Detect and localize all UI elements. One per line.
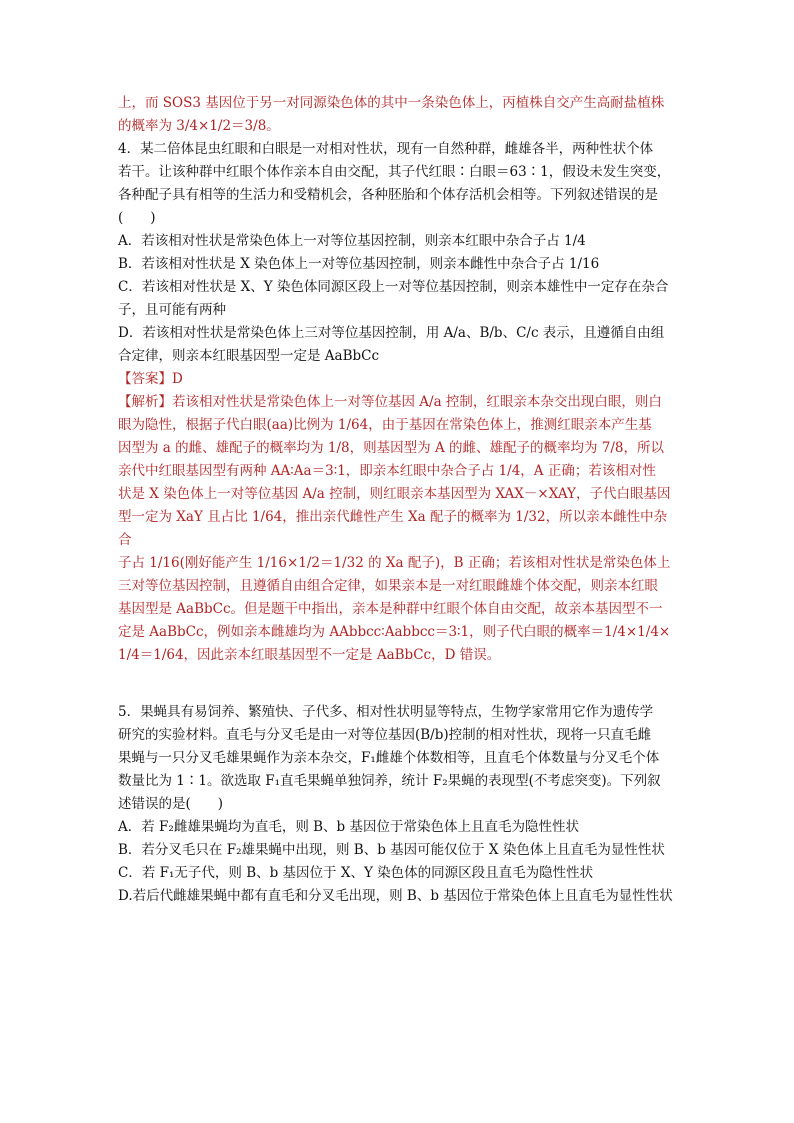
analysis-line: 定是 AaBbCc，例如亲本雌雄均为 AAbbcc∶Aabbcc＝3∶1，则子代白眼的概率＝1/4×1/4× — [118, 624, 671, 640]
q4-stem-line: 各种配子具有相等的生活力和受精机会，各种胚胎和个体存活机会相等。下列叙述错误的是 — [118, 187, 658, 203]
q4-option-b: B．若该相对性状是 X 染色体上一对等位基因控制，则亲本雌性中杂合子占 1/16 — [118, 256, 600, 272]
q5-option-c: C．若 F₁无子代，则 B、b 基因位于 X、Y 染色体的同源区段且直毛为隐性性状 — [118, 865, 594, 881]
analysis-line: 型一定为 XaY 且占比 1/64，推出亲代雌性产生 Xa 配子的概率为 1/32，所以亲本雌性中杂合 — [118, 509, 668, 548]
analysis-line: 1/4＝1/64，因此亲本红眼基因型不一定是 AaBbCc，D 错误。 — [118, 647, 501, 663]
q4-option-c: C．若该相对性状是 X、Y 染色体同源区段上一对等位基因控制，则亲本雄性中一定存在杂合 — [118, 279, 669, 295]
q5-stem-line: 果蝇与一只分叉毛雄果蝇作为亲本杂交，F₁雌雄个体数相等，且直毛个体数量与分叉毛个体 — [118, 750, 660, 766]
analysis-line: 子占 1/16(刚好能产生 1/16×1/2＝1/32 的 Xa 配子)，B 正确；若该相对性状是常染色体上 — [118, 555, 671, 571]
analysis-line: 亲代中红眼基因型有两种 AA∶Aa＝3∶1，即亲本红眼中杂合子占 1/4，A 正确；若该相对性 — [118, 463, 656, 479]
question-5 — [118, 701, 678, 908]
analysis-line: 因型为 a 的雌、雄配子的概率均为 1/8，则基因型为 A 的雌、雄配子的概率均为 7/8，所以 — [118, 440, 664, 456]
q5-option-a: A．若 F₂雌雄果蝇均为直毛，则 B、b 基因位于常染色体上且直毛为隐性性状 — [118, 819, 579, 835]
analysis-line: 三对等位基因控制，且遵循自由组合定律，如果亲本是一对红眼雌雄个体交配，则亲本红眼 — [118, 578, 658, 594]
q5-option-b: B．若分叉毛只在 F₂雄果蝇中出现，则 B、b 基因可能仅位于 X 染色体上且直毛为显性性状 — [118, 842, 665, 858]
carryover-line: 上，而 SOS3 基因位于另一对同源染色体的其中一条染色体上，丙植株自交产生高耐盐植株 — [118, 95, 665, 111]
q4-option-c-cont: 子，且可能有两种 — [118, 302, 226, 318]
q4-analysis — [118, 391, 678, 667]
question-4 — [118, 138, 678, 667]
document-page — [118, 92, 678, 908]
analysis-line: 基因型是 AaBbCc。但是题干中指出，亲本是种群中红眼个体自由交配，故亲本基因型不一 — [118, 601, 663, 617]
analysis-line: 眼为隐性，根据子代白眼(aa)比例为 1/64，由于基因在常染色体上，推测红眼亲本产生基 — [118, 417, 652, 433]
q4-stem-line: 若干。让该种群中红眼个体作亲本自由交配，其子代红眼∶白眼＝63∶1，假设未发生突变， — [118, 164, 671, 180]
q5-stem-line: 研究的实验材料。直毛与分叉毛是由一对等位基因(B/b)控制的相对性状，现将一只直毛雌 — [118, 727, 652, 743]
question-gap — [118, 667, 678, 701]
q4-option-d: D．若该相对性状是常染色体上三对等位基因控制，用 A/a、B/b、C/c 表示，且遵循自由组 — [118, 325, 665, 341]
q5-stem-line: 5．果蝇具有易饲养、繁殖快、子代多、相对性状明显等特点，生物学家常用它作为遗传学 — [118, 704, 654, 720]
q4-option-a: A．若该相对性状是常染色体上一对等位基因控制，则亲本红眼中杂合子占 1/4 — [118, 233, 586, 249]
q4-answer: 【答案】D — [118, 371, 183, 387]
analysis-line: 【解析】若该相对性状是常染色体上一对等位基因 A/a 控制，红眼亲本杂交出现白眼，则白 — [118, 394, 662, 410]
q4-stem-line: 4．某二倍体昆虫红眼和白眼是一对相对性状，现有一自然种群，雌雄各半，两种性状个体 — [118, 141, 654, 157]
analysis-line: 状是 X 染色体上一对等位基因 A/a 控制，则红眼亲本基因型为 XAX－×XAY，子代白眼基因 — [118, 486, 671, 502]
q5-stem-line: 数量比为 1∶1。欲选取 F₁直毛果蝇单独饲养，统计 F₂果蝇的表现型(不考虑突变)。下列叙 — [118, 773, 661, 789]
q4-option-d-cont: 合定律，则亲本红眼基因型一定是 AaBbCc — [118, 348, 380, 364]
q5-stem-line: 述错误的是( ) — [118, 796, 224, 812]
carryover-analysis — [118, 92, 678, 138]
carryover-line: 的概率为 3/4×1/2＝3/8。 — [118, 118, 280, 134]
q4-stem-line: ( ) — [118, 210, 156, 226]
q5-option-d: D.若后代雌雄果蝇中都有直毛和分叉毛出现，则 B、b 基因位于常染色体上且直毛为显性性状 — [118, 888, 673, 904]
